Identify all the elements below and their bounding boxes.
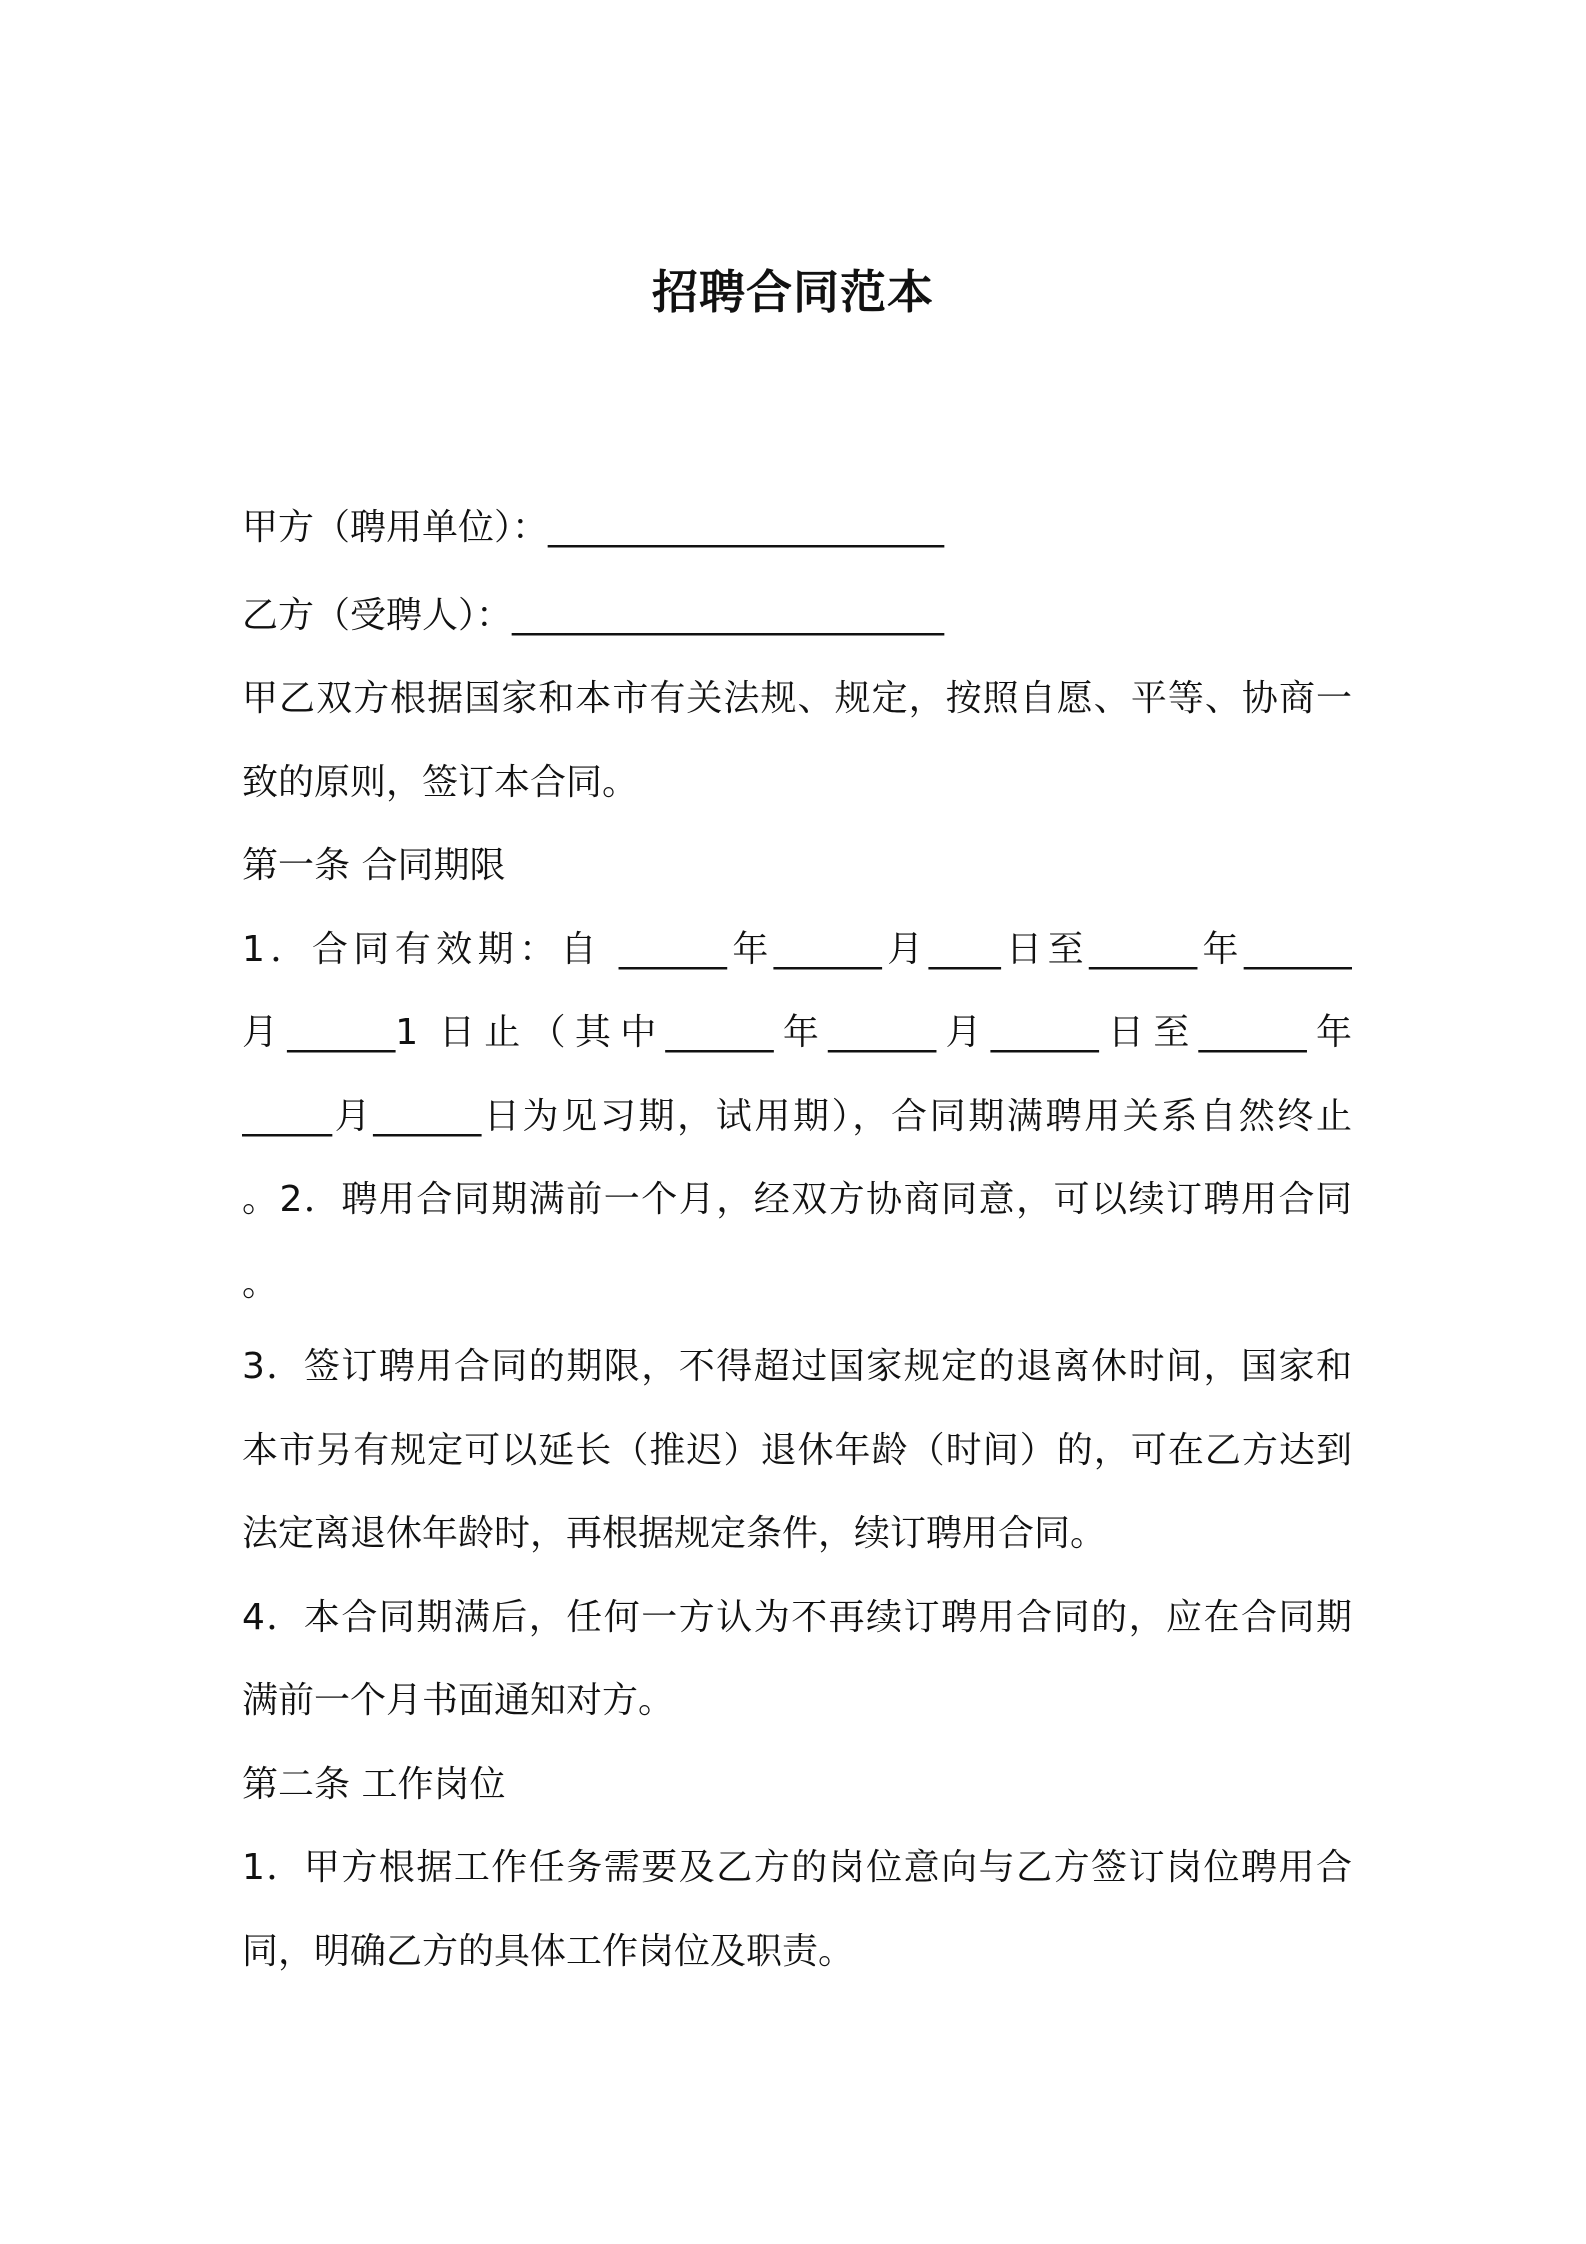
document-title: 招聘合同范本 (652, 265, 934, 319)
party-b-line: 乙方（受聘人）：________________________ (242, 595, 945, 636)
paragraph-line: 致的原则，签订本合同。 (242, 762, 639, 803)
paragraph-line: 1．甲方根据工作任务需要及乙方的岗位意向与乙方签订岗位聘用合 (242, 1847, 1352, 1888)
paragraph-line: _____月______日为见习期，试用期），合同期满聘用关系自然终止 (242, 1096, 1352, 1137)
paragraph-line: 。2．聘用合同期满前一个月，经双方协商同意，可以续订聘用合同 (242, 1179, 1352, 1220)
paragraph-line: 满前一个月书面通知对方。 (242, 1680, 675, 1721)
paragraph-line: 3．签订聘用合同的期限，不得超过国家规定的退离休时间，国家和 (242, 1346, 1352, 1387)
paragraph-line: 4．本合同期满后，任何一方认为不再续订聘用合同的，应在合同期 (242, 1597, 1352, 1638)
party-a-line: 甲方（聘用单位）：______________________ (242, 507, 945, 548)
article-heading: 第一条 合同期限 (242, 845, 506, 886)
paragraph-line: 甲乙双方根据国家和本市有关法规、规定，按照自愿、平等、协商一 (242, 678, 1352, 719)
article-heading: 第二条 工作岗位 (242, 1764, 506, 1805)
paragraph-line: 月______1 日止（其中______年______月______日至______年 (242, 1012, 1352, 1053)
paragraph-line: 法定离退休年龄时，再根据规定条件，续订聘用合同。 (242, 1513, 1107, 1554)
paragraph-line: 。 (242, 1263, 279, 1304)
paragraph-line: 同，明确乙方的具体工作岗位及职责。 (242, 1931, 855, 1972)
paragraph-line: 本市另有规定可以延长（推迟）退休年龄（时间）的，可在乙方达到 (242, 1430, 1352, 1471)
paragraph-line: 1．合同有效期：自 ______年______月____日至______年______ (242, 929, 1352, 970)
